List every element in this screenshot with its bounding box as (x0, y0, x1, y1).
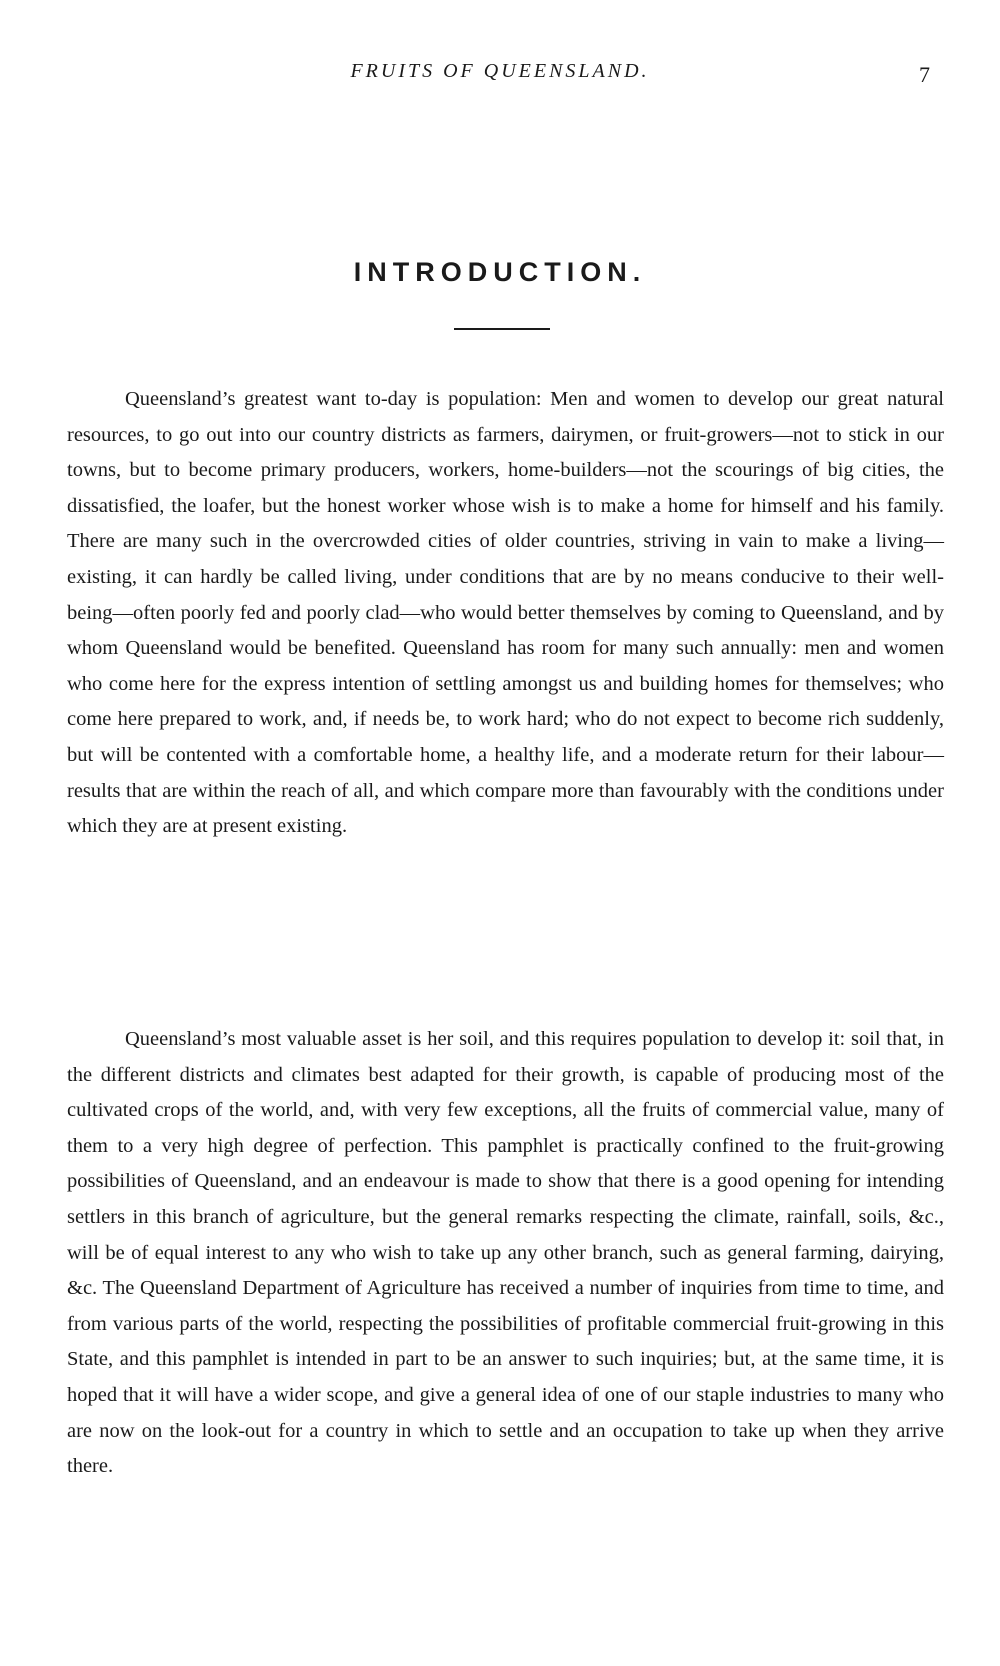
section-heading: INTRODUCTION. (353, 257, 647, 287)
heading-divider (454, 328, 550, 330)
paragraph-2: Queensland’s most valuable asset is her soil, and this requires population to develop it: soil that, in the different districts and climates best adapted for their growth, is capable of producing most of the cultivated crops of the world, and, with very few exceptions, all the fruits of commercial value, many of them to a very high degree of perfection. This pamphlet is practically confined to the fruit-growing possibilities of Queensland, and an endeavour is made to show that there is a good opening for intending settlers in this branch of agriculture, but the general remarks respecting the climate, rainfall, soils, &c., will be of equal interest to any who wish to take up any other branch, such as general farming, dairying, &c. The Queensland Department of Agriculture has received a number of inquiries from time to time, and from various parts of the world, respecting the possibilities of profitable commercial fruit-growing in this State, and this pamphlet is intended in part to be an answer to such inquiries; but, at the same time, it is hoped that it will have a wider scope, and give a general idea of one of our staple industries to many who are now on the look-out for a country in which to settle and an occupation to take up when they arrive there. (67, 1028, 944, 1478)
paragraph-1: Queensland’s greatest want to-day is population: Men and women to develop our great natural resources, to go out into our country districts as farmers, dairymen, or fruit-growers—not to stick in our towns, but to become primary producers, workers, home-builders—not the scourings of big cities, the dissatisfied, the loafer, but the honest worker whose wish is to make a home for himself and his family. There are many such in the overcrowded cities of older countries, striving in vain to make a living—existing, it can hardly be called living, under conditions that are by no means conducive to their well-being—often poorly fed and poorly clad—who would better themselves by coming to Queensland, and by whom Queensland would be benefited. Queensland has room for many such annually: men and women who come here for the express intention of settling amongst us and building homes for themselves; who come here prepared to work, and, if needs be, to work hard; who do not expect to become rich suddenly, but will be contented with a comfortable home, a healthy life, and a moderate return for their labour—results that are within the reach of all, and which compare more than favourably with the conditions under which they are at present existing. (67, 388, 944, 838)
page-number: 7 (919, 62, 930, 87)
running-header (0, 60, 1000, 90)
running-title: FRUITS OF QUEENSLAND. (350, 60, 650, 82)
